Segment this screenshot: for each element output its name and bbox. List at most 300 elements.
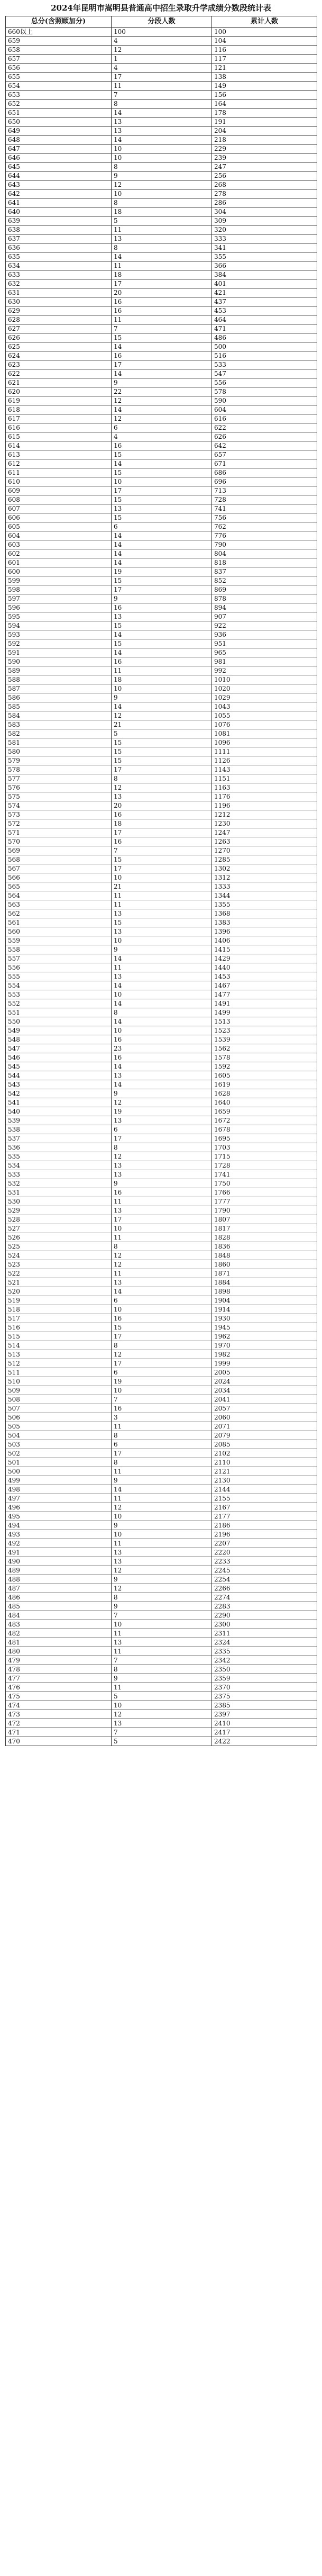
score-cell: 638 (6, 225, 112, 234)
cumulative-count-cell: 1999 (212, 1359, 317, 1368)
cumulative-count-cell: 1930 (212, 1314, 317, 1323)
segment-count-cell: 4 (112, 37, 212, 46)
cumulative-count-cell: 1270 (212, 846, 317, 855)
table-row (6, 405, 317, 414)
segment-count-cell: 13 (112, 927, 212, 936)
segment-count-cell: 11 (112, 1269, 212, 1278)
table-row (6, 225, 317, 234)
segment-count-cell: 9 (112, 594, 212, 603)
table-row (6, 1062, 317, 1071)
segment-count-cell: 4 (112, 432, 212, 441)
score-cell: 508 (6, 1395, 112, 1404)
cumulative-count-cell: 1055 (212, 711, 317, 720)
table-row (6, 270, 317, 279)
cumulative-count-cell: 437 (212, 297, 317, 306)
segment-count-cell: 14 (112, 252, 212, 261)
table-row (6, 783, 317, 792)
cumulative-count-cell: 1898 (212, 1287, 317, 1296)
score-cell: 589 (6, 666, 112, 675)
score-cell: 575 (6, 792, 112, 801)
table-row (6, 1251, 317, 1260)
table-row (6, 387, 317, 396)
table-row (6, 477, 317, 486)
segment-count-cell: 5 (112, 1692, 212, 1701)
segment-count-cell: 11 (112, 666, 212, 675)
score-cell: 601 (6, 558, 112, 567)
cumulative-count-cell: 204 (212, 126, 317, 135)
segment-count-cell: 13 (112, 1116, 212, 1125)
table-row (6, 1215, 317, 1224)
score-cell: 500 (6, 1467, 112, 1476)
cumulative-count-cell: 1539 (212, 1035, 317, 1044)
segment-count-cell: 10 (112, 1620, 212, 1629)
cumulative-count-cell: 1333 (212, 882, 317, 891)
cumulative-count-cell: 1020 (212, 684, 317, 693)
segment-count-cell: 7 (112, 1611, 212, 1620)
table-row (6, 918, 317, 927)
cumulative-count-cell: 1848 (212, 1251, 317, 1260)
header-cumulative-count: 累计人数 (212, 16, 317, 28)
segment-count-cell: 17 (112, 360, 212, 369)
score-cell: 569 (6, 846, 112, 855)
score-cell: 480 (6, 1647, 112, 1656)
cumulative-count-cell: 547 (212, 369, 317, 378)
score-cell: 510 (6, 1377, 112, 1386)
score-cell: 483 (6, 1620, 112, 1629)
score-cell: 545 (6, 1062, 112, 1071)
table-row (6, 1359, 317, 1368)
table-row (6, 432, 317, 441)
table-row (6, 46, 317, 55)
segment-count-cell: 15 (112, 495, 212, 504)
cumulative-count-cell: 2196 (212, 1530, 317, 1539)
segment-count-cell: 3 (112, 1413, 212, 1422)
table-row (6, 198, 317, 207)
cumulative-count-cell: 516 (212, 351, 317, 360)
table-row (6, 297, 317, 306)
score-cell: 625 (6, 342, 112, 351)
table-row (6, 1107, 317, 1116)
cumulative-count-cell: 1659 (212, 1107, 317, 1116)
segment-count-cell: 10 (112, 684, 212, 693)
segment-count-cell: 10 (112, 873, 212, 882)
table-row (6, 1314, 317, 1323)
table-row (6, 1404, 317, 1413)
table-row (6, 585, 317, 594)
cumulative-count-cell: 2385 (212, 1701, 317, 1710)
table-row (6, 864, 317, 873)
cumulative-count-cell: 178 (212, 109, 317, 117)
cumulative-count-cell: 1523 (212, 1026, 317, 1035)
table-row (6, 153, 317, 162)
segment-count-cell: 17 (112, 486, 212, 495)
table-row (6, 1638, 317, 1647)
cumulative-count-cell: 320 (212, 225, 317, 234)
cumulative-count-cell: 1383 (212, 918, 317, 927)
table-row (6, 234, 317, 243)
score-cell: 513 (6, 1350, 112, 1359)
table-row (6, 1152, 317, 1161)
segment-count-cell: 15 (112, 621, 212, 630)
score-cell: 607 (6, 504, 112, 513)
segment-count-cell: 8 (112, 198, 212, 207)
cumulative-count-cell: 366 (212, 261, 317, 270)
score-cell: 557 (6, 954, 112, 963)
cumulative-count-cell: 2121 (212, 1467, 317, 1476)
segment-count-cell: 7 (112, 1395, 212, 1404)
table-row (6, 612, 317, 621)
cumulative-count-cell: 1010 (212, 675, 317, 684)
segment-count-cell: 10 (112, 1026, 212, 1035)
cumulative-count-cell: 355 (212, 252, 317, 261)
score-cell: 530 (6, 1197, 112, 1206)
score-cell: 585 (6, 702, 112, 711)
segment-count-cell: 10 (112, 153, 212, 162)
cumulative-count-cell: 2283 (212, 1602, 317, 1611)
table-row (6, 1665, 317, 1674)
segment-count-cell: 13 (112, 909, 212, 918)
header-total-score: 总分(含照顾加分) (6, 16, 112, 28)
table-row (6, 216, 317, 225)
table-row (6, 630, 317, 639)
score-cell: 632 (6, 279, 112, 288)
segment-count-cell: 7 (112, 324, 212, 333)
cumulative-count-cell: 1766 (212, 1188, 317, 1197)
score-cell: 493 (6, 1530, 112, 1539)
segment-count-cell: 20 (112, 801, 212, 810)
score-cell: 562 (6, 909, 112, 918)
cumulative-count-cell: 464 (212, 315, 317, 324)
score-cell: 494 (6, 1521, 112, 1530)
segment-count-cell: 16 (112, 603, 212, 612)
score-cell: 613 (6, 450, 112, 459)
table-row (6, 306, 317, 315)
score-cell: 618 (6, 405, 112, 414)
cumulative-count-cell: 2079 (212, 1431, 317, 1440)
score-cell: 526 (6, 1233, 112, 1242)
table-row (6, 1260, 317, 1269)
segment-count-cell: 13 (112, 1071, 212, 1080)
cumulative-count-cell: 2375 (212, 1692, 317, 1701)
score-cell: 482 (6, 1629, 112, 1638)
table-row (6, 846, 317, 855)
score-cell: 525 (6, 1242, 112, 1251)
score-cell: 516 (6, 1323, 112, 1332)
table-row (6, 1233, 317, 1242)
cumulative-count-cell: 309 (212, 216, 317, 225)
score-cell: 627 (6, 324, 112, 333)
cumulative-count-cell: 2335 (212, 1647, 317, 1656)
score-cell: 626 (6, 333, 112, 342)
cumulative-count-cell: 1982 (212, 1350, 317, 1359)
score-cell: 657 (6, 55, 112, 64)
segment-count-cell: 11 (112, 82, 212, 91)
table-row (6, 936, 317, 945)
score-cell: 514 (6, 1341, 112, 1350)
segment-count-cell: 9 (112, 1089, 212, 1098)
score-cell: 477 (6, 1674, 112, 1683)
cumulative-count-cell: 256 (212, 171, 317, 180)
score-cell: 547 (6, 1044, 112, 1053)
segment-count-cell: 7 (112, 1728, 212, 1737)
segment-count-cell: 11 (112, 900, 212, 909)
cumulative-count-cell: 2144 (212, 1485, 317, 1494)
header-segment-count: 分段人数 (112, 16, 212, 28)
score-cell: 590 (6, 657, 112, 666)
table-row (6, 1611, 317, 1620)
table-row (6, 450, 317, 459)
score-cell: 623 (6, 360, 112, 369)
cumulative-count-cell: 1970 (212, 1341, 317, 1350)
table-row (6, 900, 317, 909)
segment-count-cell: 16 (112, 1404, 212, 1413)
segment-count-cell: 13 (112, 1557, 212, 1566)
segment-count-cell: 15 (112, 747, 212, 756)
segment-count-cell: 17 (112, 73, 212, 82)
segment-count-cell: 13 (112, 126, 212, 135)
cumulative-count-cell: 333 (212, 234, 317, 243)
table-row (6, 1620, 317, 1629)
cumulative-count-cell: 2342 (212, 1656, 317, 1665)
table-row (6, 1296, 317, 1305)
cumulative-count-cell: 837 (212, 567, 317, 576)
score-cell: 531 (6, 1188, 112, 1197)
cumulative-count-cell: 756 (212, 513, 317, 522)
cumulative-count-cell: 951 (212, 639, 317, 648)
cumulative-count-cell: 1029 (212, 693, 317, 702)
table-row (6, 1539, 317, 1548)
score-cell: 600 (6, 567, 112, 576)
score-cell: 583 (6, 720, 112, 729)
segment-count-cell: 18 (112, 207, 212, 216)
segment-count-cell: 12 (112, 1260, 212, 1269)
segment-count-cell: 17 (112, 585, 212, 594)
table-row (6, 396, 317, 405)
score-cell: 586 (6, 693, 112, 702)
table-row (6, 378, 317, 387)
table-row (6, 369, 317, 378)
cumulative-count-cell: 2274 (212, 1593, 317, 1602)
score-cell: 615 (6, 432, 112, 441)
cumulative-count-cell: 421 (212, 288, 317, 297)
score-cell: 542 (6, 1089, 112, 1098)
score-cell: 541 (6, 1098, 112, 1107)
segment-count-cell: 14 (112, 135, 212, 144)
score-cell: 546 (6, 1053, 112, 1062)
segment-count-cell: 16 (112, 1053, 212, 1062)
table-row (6, 1053, 317, 1062)
score-cell: 582 (6, 729, 112, 738)
score-cell: 599 (6, 576, 112, 585)
score-cell: 611 (6, 468, 112, 477)
table-row (6, 1521, 317, 1530)
segment-count-cell: 18 (112, 270, 212, 279)
table-row (6, 1206, 317, 1215)
segment-count-cell: 15 (112, 855, 212, 864)
score-cell: 563 (6, 900, 112, 909)
table-row (6, 1449, 317, 1458)
cumulative-count-cell: 1860 (212, 1260, 317, 1269)
cumulative-count-cell: 1904 (212, 1296, 317, 1305)
table-row (6, 360, 317, 369)
score-cell: 503 (6, 1440, 112, 1449)
table-row (6, 1503, 317, 1512)
table-row (6, 1188, 317, 1197)
table-row (6, 603, 317, 612)
score-cell: 573 (6, 810, 112, 819)
table-row (6, 1458, 317, 1467)
score-cell: 603 (6, 540, 112, 549)
table-row (6, 801, 317, 810)
score-cell: 587 (6, 684, 112, 693)
segment-count-cell: 8 (112, 774, 212, 783)
segment-count-cell: 22 (112, 387, 212, 396)
table-row (6, 1269, 317, 1278)
score-cell: 472 (6, 1719, 112, 1728)
segment-count-cell: 21 (112, 720, 212, 729)
segment-count-cell: 8 (112, 1143, 212, 1152)
cumulative-count-cell: 2359 (212, 1674, 317, 1683)
table-row (6, 1710, 317, 1719)
segment-count-cell: 10 (112, 1701, 212, 1710)
cumulative-count-cell: 2024 (212, 1377, 317, 1386)
cumulative-count-cell: 852 (212, 576, 317, 585)
segment-count-cell: 14 (112, 405, 212, 414)
cumulative-count-cell: 713 (212, 486, 317, 495)
segment-count-cell: 14 (112, 702, 212, 711)
score-cell: 490 (6, 1557, 112, 1566)
table-row (6, 1512, 317, 1521)
cumulative-count-cell: 2300 (212, 1620, 317, 1629)
table-row (6, 1017, 317, 1026)
cumulative-count-cell: 229 (212, 144, 317, 153)
score-cell: 641 (6, 198, 112, 207)
segment-count-cell: 12 (112, 1503, 212, 1512)
table-row (6, 1737, 317, 1746)
segment-count-cell: 18 (112, 819, 212, 828)
cumulative-count-cell: 1440 (212, 963, 317, 972)
table-row (6, 891, 317, 900)
score-cell: 506 (6, 1413, 112, 1422)
cumulative-count-cell: 149 (212, 82, 317, 91)
table-row (6, 1440, 317, 1449)
table-row (6, 1197, 317, 1206)
score-cell: 487 (6, 1584, 112, 1593)
segment-count-cell: 6 (112, 1440, 212, 1449)
cumulative-count-cell: 1081 (212, 729, 317, 738)
table-row (6, 1566, 317, 1575)
cumulative-count-cell: 1715 (212, 1152, 317, 1161)
cumulative-count-cell: 1453 (212, 972, 317, 981)
segment-count-cell: 10 (112, 144, 212, 153)
cumulative-count-cell: 2324 (212, 1638, 317, 1647)
table-row (6, 531, 317, 540)
segment-count-cell: 13 (112, 1161, 212, 1170)
segment-count-cell: 17 (112, 828, 212, 837)
cumulative-count-cell: 622 (212, 423, 317, 432)
segment-count-cell: 11 (112, 1467, 212, 1476)
segment-count-cell: 20 (112, 288, 212, 297)
cumulative-count-cell: 2220 (212, 1548, 317, 1557)
score-cell: 528 (6, 1215, 112, 1224)
table-row (6, 576, 317, 585)
segment-count-cell: 9 (112, 1602, 212, 1611)
cumulative-count-cell: 992 (212, 666, 317, 675)
cumulative-count-cell: 1962 (212, 1332, 317, 1341)
cumulative-count-cell: 2155 (212, 1494, 317, 1503)
table-row (6, 55, 317, 64)
cumulative-count-cell: 191 (212, 117, 317, 126)
score-cell: 595 (6, 612, 112, 621)
score-cell: 631 (6, 288, 112, 297)
cumulative-count-cell: 1871 (212, 1269, 317, 1278)
table-row (6, 756, 317, 765)
cumulative-count-cell: 533 (212, 360, 317, 369)
table-row (6, 1071, 317, 1080)
page-title: 2024年昆明市嵩明县普通高中招生录取升学成绩分数段统计表 (51, 3, 271, 13)
table-row (6, 684, 317, 693)
segment-count-cell: 12 (112, 396, 212, 405)
score-cell: 594 (6, 621, 112, 630)
score-distribution-table (5, 16, 317, 1746)
table-row (6, 657, 317, 666)
table-row (6, 999, 317, 1008)
cumulative-count-cell: 1640 (212, 1098, 317, 1107)
cumulative-count-cell: 894 (212, 603, 317, 612)
score-cell: 489 (6, 1566, 112, 1575)
segment-count-cell: 16 (112, 351, 212, 360)
score-cell: 605 (6, 522, 112, 531)
cumulative-count-cell: 626 (212, 432, 317, 441)
cumulative-count-cell: 869 (212, 585, 317, 594)
segment-count-cell: 15 (112, 513, 212, 522)
score-cell: 520 (6, 1287, 112, 1296)
score-cell: 598 (6, 585, 112, 594)
cumulative-count-cell: 671 (212, 459, 317, 468)
score-cell: 505 (6, 1422, 112, 1431)
score-cell: 529 (6, 1206, 112, 1215)
cumulative-count-cell: 2207 (212, 1539, 317, 1548)
segment-count-cell: 17 (112, 1215, 212, 1224)
score-cell: 543 (6, 1080, 112, 1089)
cumulative-count-cell: 2034 (212, 1386, 317, 1395)
table-row (6, 1332, 317, 1341)
cumulative-count-cell: 1491 (212, 999, 317, 1008)
table-row (6, 1287, 317, 1296)
table-row (6, 1305, 317, 1314)
table-row (6, 207, 317, 216)
segment-count-cell: 14 (112, 999, 212, 1008)
segment-count-cell: 16 (112, 441, 212, 450)
score-cell: 527 (6, 1224, 112, 1233)
score-cell: 481 (6, 1638, 112, 1647)
score-cell: 597 (6, 594, 112, 603)
table-row (6, 729, 317, 738)
cumulative-count-cell: 164 (212, 100, 317, 109)
table-row (6, 990, 317, 999)
cumulative-count-cell: 1777 (212, 1197, 317, 1206)
cumulative-count-cell: 1429 (212, 954, 317, 963)
segment-count-cell: 5 (112, 729, 212, 738)
cumulative-count-cell: 471 (212, 324, 317, 333)
segment-count-cell: 6 (112, 423, 212, 432)
score-cell: 521 (6, 1278, 112, 1287)
segment-count-cell: 16 (112, 657, 212, 666)
segment-count-cell: 11 (112, 1629, 212, 1638)
cumulative-count-cell: 1817 (212, 1224, 317, 1233)
table-row (6, 675, 317, 684)
score-cell: 580 (6, 747, 112, 756)
